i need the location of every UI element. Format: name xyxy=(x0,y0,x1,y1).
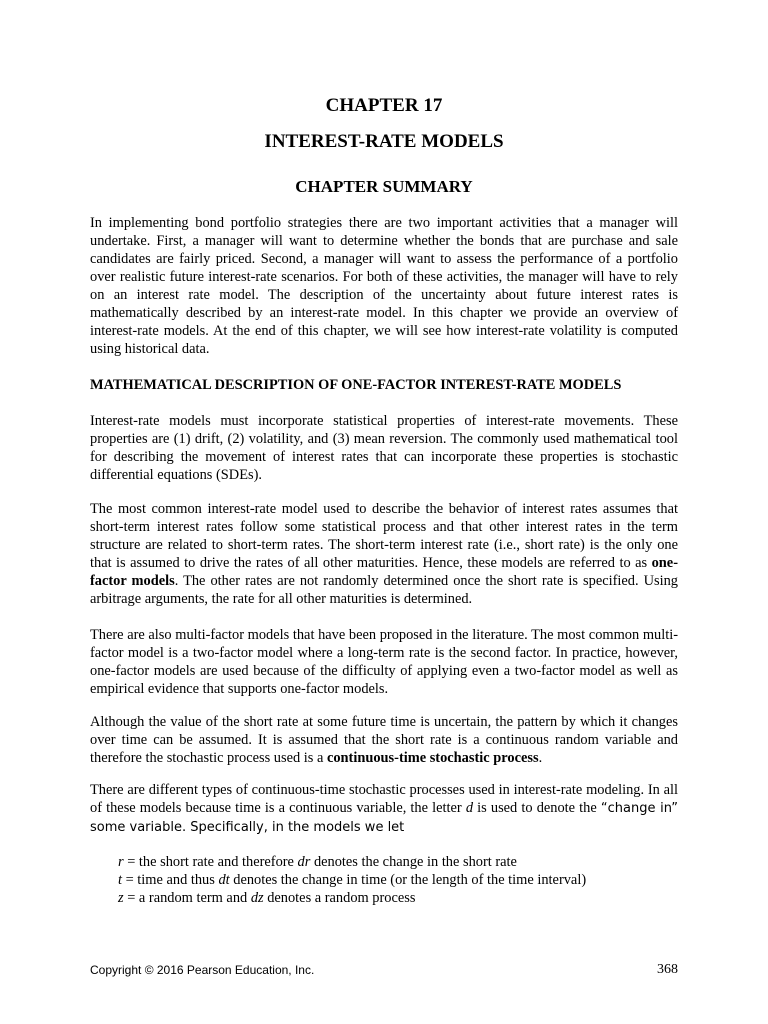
definition-line-r xyxy=(118,853,678,871)
continuous-time-text-after: . xyxy=(538,750,543,766)
variable-definitions xyxy=(118,853,678,907)
stochastic-process-paragraph xyxy=(90,781,678,837)
definition-rest: denotes the change in time (or the length of the time interval) xyxy=(229,872,587,888)
page-number: 368 xyxy=(657,962,678,977)
definition-var2: dt xyxy=(218,872,230,888)
summary-title: CHAPTER SUMMARY xyxy=(295,177,473,196)
one-factor-paragraph xyxy=(90,500,678,608)
section-heading: MATHEMATICAL DESCRIPTION OF ONE-FACTOR INTEREST-RATE MODELS xyxy=(90,377,622,393)
continuous-time-paragraph xyxy=(90,713,678,767)
definition-mid: = time and thus xyxy=(122,872,219,888)
stochastic-text-1: There are different types of continuous-time stochastic processes used in interest-rate modeling. In all of these models because time is a continuous variable, the letter xyxy=(90,782,678,816)
continuous-time-term: continuous-time stochastic process xyxy=(326,750,539,766)
definition-var: r xyxy=(118,854,124,870)
definition-var: t xyxy=(118,872,122,888)
copyright-notice: Copyright © 2016 Pearson Education, Inc. xyxy=(90,963,315,977)
stochastic-text-2: is used to denote the xyxy=(473,800,601,816)
definition-rest: denotes the change in the short rate xyxy=(310,854,517,870)
definition-line-z xyxy=(118,889,678,907)
definition-mid: = the short rate and therefore xyxy=(123,854,298,870)
stochastic-text-3: “change in” some variable. Specifically, in the models we let xyxy=(90,801,679,835)
definition-var: z xyxy=(118,890,124,906)
properties-paragraph: Interest-rate models must incorporate statistical properties of interest-rate movements. These properties are (1) drift, (2) volatility, and (3) mean reversion. The commonly used mathematical tool for describing the movement of interest rates that can incorporate these properties is stochastic differential equations (SDEs). xyxy=(90,413,678,483)
continuous-time-text-before: Although the value of the short rate at some future time is uncertain, the pattern by which it changes over time can be assumed. It is assumed that the short rate is a continuous random variable and therefore the stochastic process used is a xyxy=(90,714,678,766)
one-factor-term: one-factor models xyxy=(90,555,678,589)
definition-rest: denotes a random process xyxy=(263,890,416,906)
chapter-title: INTEREST-RATE MODELS xyxy=(264,131,504,152)
definition-var2: dz xyxy=(250,890,264,906)
one-factor-text-after: . The other rates are not randomly determined once the short rate is specified. Using arbitrage arguments, the rate for all other maturities is determined. xyxy=(90,573,679,607)
one-factor-text-before: The most common interest-rate model used to describe the behavior of interest rates assumes that short-term interest rates follow some statistical process and that other interest rates in the term structure are related to short-term rates. The short-term interest rate (i.e., short rate) is the only one that is assumed to drive the rates of all other maturities. Hence, these models are referred to as xyxy=(90,501,678,571)
intro-paragraph: In implementing bond portfolio strategies there are two important activities that a manager will undertake. First, a manager will want to determine whether the bonds that are purchase and sale candidates are fairly priced. Second, a manager will want to assess the performance of a portfolio over realistic future interest-rate scenarios. For both of these activities, the manager will have to rely on an interest rate model. The description of the uncertainty about future interest rates is mathematically described by an interest-rate model. In this chapter we provide an overview of interest-rate models. At the end of this chapter, we will see how interest-rate volatility is computed using historical data. xyxy=(90,215,678,357)
definition-line-t xyxy=(118,871,678,889)
definition-var2: dr xyxy=(297,854,311,870)
chapter-number: CHAPTER 17 xyxy=(325,95,443,116)
definition-mid: = a random term and xyxy=(123,890,251,906)
stochastic-letter-d: d xyxy=(465,800,474,816)
multi-factor-paragraph: There are also multi-factor models that have been proposed in the literature. The most common multi-factor model is a two-factor model where a long-term rate is the second factor. In practice, however, one-factor models are used because of the difficulty of applying even a two-factor model as well as empirical evidence that supports one-factor models. xyxy=(90,627,678,697)
